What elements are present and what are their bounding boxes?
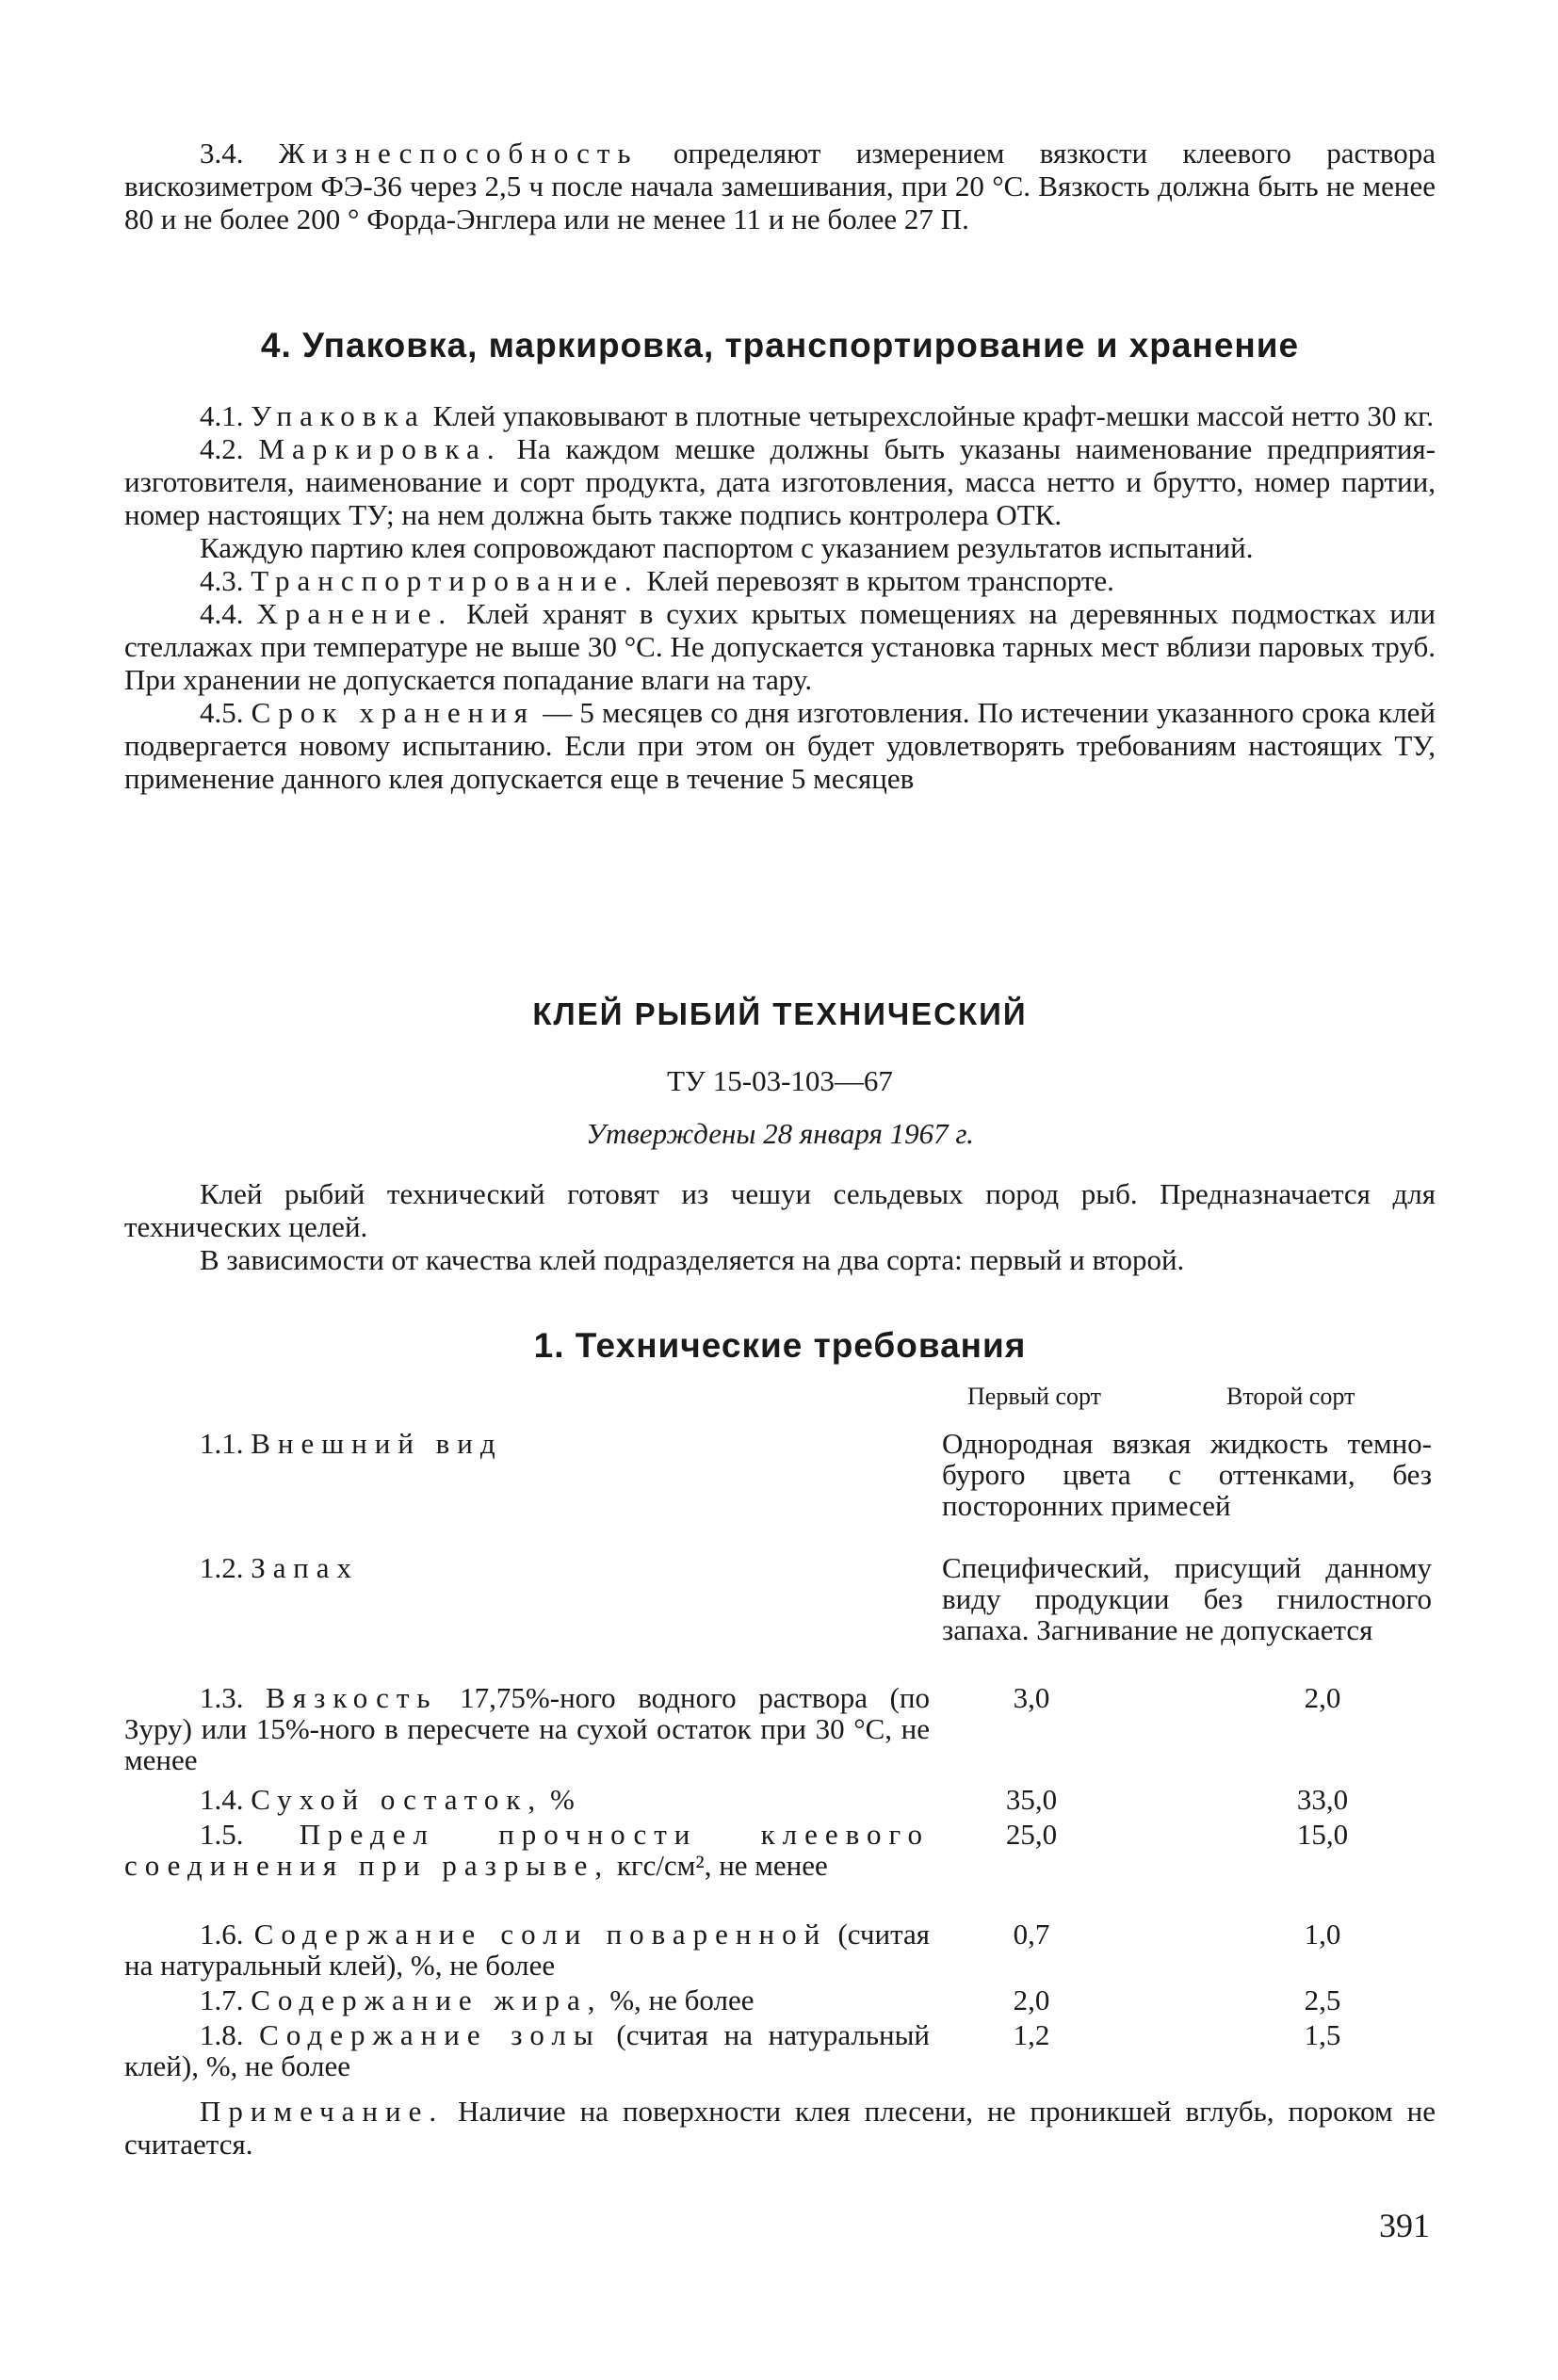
value-first: 0,7 [1013,1918,1050,1951]
paragraph-4-4: 4.4. Хранение. Клей хранят в сухих крытых помещениях на деревянных подмостках или стеллажах при температуре не выше 30 °С. Не допускается установка тарных мест вблизи паровых труб. При хранении не допускается попадание влаги на тару. [124,597,1436,696]
table-row: 1.1. Внешний вид Однородная вязкая жидкость темно-бурого цвета с оттенками, без посторонних примесей [200,1427,1432,1522]
table-row: 1.4. Сухой остаток, % 35,0 33,0 [124,1784,1436,1819]
value-first: 35,0 [1005,1783,1058,1816]
value-first: 25,0 [1005,1818,1058,1851]
glue-code: ТУ 15-03-103—67 [667,1064,893,1097]
value-first: 1,2 [1013,2018,1050,2051]
section-1-heading: 1. Технические требования [533,1326,1027,1365]
table-row: 1.2. Запах Специфический, присущий данному виду продукции без гнилостного запаха. Загнивание не допускается [200,1551,1432,1646]
table-row: 1.3. Вязкость 17,75%-ного водного раствора (по Зуру) или 15%-ного в пересчете на сухой остаток при 30 °С, не менее 3,0 2,0 [124,1682,1436,1784]
page-number: 391 [1379,2207,1430,2244]
paragraph-4-5: 4.5. Срок хранения — 5 месяцев со дня изготовления. По истечении указанного срока клей подвергается новому испытанию. Если при этом он будет удовлетворять требованиям настоящих ТУ, применение данного клея допускается еще в течение 5 месяцев [124,696,1436,795]
glue-intro: Клей рыбий технический готовят из чешуи сельдевых пород рыб. Предназначается для технических целей. В зависимости от качества клей подразделяется на два сорта: первый и второй. [124,1177,1436,1276]
value-second: 33,0 [1296,1783,1349,1816]
requirements-table [124,1383,1436,2161]
column-first-grade: Первый сорт [967,1383,1102,1410]
term-heading: Жизнеспособность [278,137,639,170]
value-second: 2,5 [1304,1983,1341,2016]
section-4-body [124,399,1436,795]
section-4-heading: 4. Упаковка, маркировка, транспортирование и хранение [260,326,1300,364]
note: Примечание. Наличие на поверхности клея плесени, не проникшей вглубь, пороком не считается. [124,2095,1436,2161]
value-first: 2,0 [1013,1983,1050,2016]
table-row: 1.6. Содержание соли поваренной (считая на натуральный клей), %, не более 0,7 1,0 [124,1919,1436,1984]
value-first: 3,0 [1013,1681,1050,1714]
row-description: Специфический, присущий данному виду продукции без гнилостного запаха. Загнивание не допускается [942,1551,1432,1646]
table-row: 1.8. Содержание золы (считая на натуральный клей), %, не более 1,2 1,5 [124,2019,1436,2095]
paragraph-4-1: 4.1. Упаковка Клей упаковывают в плотные четырехслойные крафт-мешки массой нетто 30 кг. [200,399,1435,432]
value-second: 2,0 [1304,1681,1341,1714]
value-second: 1,0 [1304,1918,1341,1951]
value-second: 15,0 [1296,1818,1349,1851]
table-row: 1.7. Содержание жира, %, не более 2,0 2,5 [124,1984,1436,2019]
column-second-grade: Второй сорт [1226,1383,1355,1410]
value-second: 1,5 [1304,2018,1341,2051]
glue-approved: Утверждены 28 января 1967 г. [586,1117,974,1150]
paragraph-4-2-passport: Каждую партию клея сопровождают паспортом с указанием результатов испытаний. [200,531,1254,564]
glue-title: КЛЕЙ РЫБИЙ ТЕХНИЧЕСКИЙ [532,996,1028,1031]
table-row: 1.5. Предел прочности клеевого соединения при разрыве, кгс/см², не менее 25,0 15,0 [124,1819,1436,1919]
table-header [124,1383,1436,1417]
paragraph-3-4: 3.4. Жизнеспособность определяют измерением вязкости клеевого раствора вискозиметром ФЭ-36 через 2,5 ч после начала замешивания, при 20 °С. Вязкость должна быть не менее 80 и не более 200 ° Форда-Энглера или не менее 11 и не более 27 П. [124,137,1436,235]
paragraph-4-2: 4.2. Маркировка. На каждом мешке должны быть указаны наименование предприятия-изготовителя, наименование и сорт продукта, дата изготовления, масса нетто и брутто, номер партии, номер настоящих ТУ; на нем должна быть также подпись контролера ОТК. [124,432,1436,531]
paragraph-4-3: 4.3. Транспортирование. Клей перевозят в крытом транспорте. [200,564,1114,597]
row-description: Однородная вязкая жидкость темно-бурого цвета с оттенками, без посторонних примесей [942,1427,1432,1522]
